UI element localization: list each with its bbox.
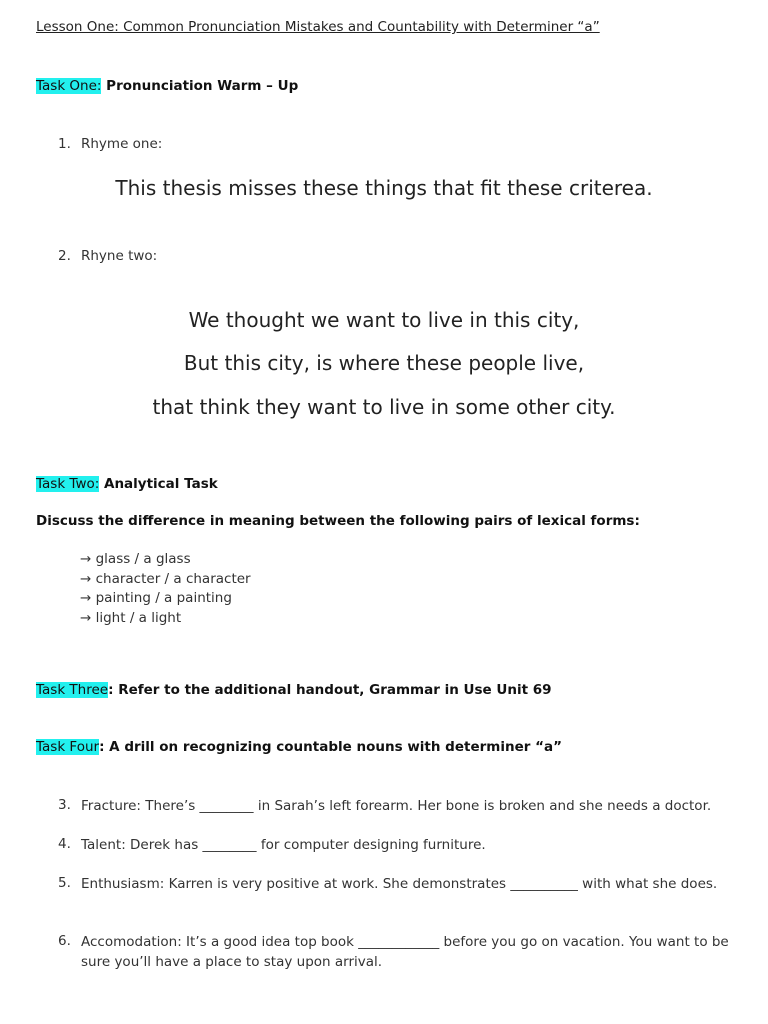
list-item: → character / a character — [80, 570, 251, 587]
exercise-number: 6. — [58, 933, 71, 949]
rhyme-two-line-1: We thought we want to live in this city, — [188, 308, 580, 332]
rhyme-two-number: 2. — [58, 248, 71, 264]
exercise-text: Fracture: There’s ________ in Sarah’s left forearm. Her bone is broken and she needs a doctor. — [81, 798, 712, 814]
task-two-heading — [36, 476, 218, 492]
exercise-text: Talent: Derek has ________ for computer designing furniture. — [81, 837, 486, 853]
rhyme-two-item — [0, 248, 768, 268]
lexical-pairs-list — [80, 550, 251, 628]
exercise-number: 5. — [58, 875, 71, 891]
exercise-text: Accomodation: It’s a good idea top book ____________ before you go on vacation. You want to be sure you’ll have a place to stay upon arrival. — [81, 934, 729, 970]
rhyme-one-label: Rhyme one: — [81, 136, 163, 152]
exercise-number: 3. — [58, 797, 71, 813]
rhyme-one-item — [0, 136, 768, 156]
lesson-title: Lesson One: Common Pronunciation Mistakes and Countability with Determiner “a” — [36, 19, 600, 35]
task-one-title: Pronunciation Warm – Up — [101, 78, 299, 94]
task-three-title: : Refer to the additional handout, Grammar in Use Unit 69 — [108, 682, 552, 698]
list-item: → light / a light — [80, 609, 182, 626]
list-item: → painting / a painting — [80, 590, 232, 607]
task-three-label: Task Three — [36, 682, 109, 698]
rhyme-one-number: 1. — [58, 136, 71, 152]
task-four-heading — [36, 739, 562, 755]
task-three-heading — [36, 682, 552, 698]
task-four-label: Task Four — [36, 739, 100, 755]
task-two-label: Task Two: — [36, 476, 100, 492]
rhyme-one-text: This thesis misses these things that fit these criterea. — [115, 176, 653, 200]
list-item: → glass / a glass — [80, 551, 191, 567]
task-one-heading — [36, 78, 298, 94]
rhyme-two-line-3: that think they want to live in some other city. — [152, 395, 616, 419]
task-two-title: Analytical Task — [99, 476, 218, 492]
rhyme-two-line-2: But this city, is where these people live, — [183, 351, 585, 375]
exercise-number: 4. — [58, 836, 71, 852]
rhyme-two-label: Rhyne two: — [81, 248, 158, 264]
task-one-label: Task One: — [36, 78, 102, 94]
exercise-text: Enthusiasm: Karren is very positive at work. She demonstrates __________ with what she does. — [81, 876, 718, 892]
task-two-instruction: Discuss the difference in meaning between the following pairs of lexical forms: — [36, 513, 640, 529]
task-four-title: : A drill on recognizing countable nouns with determiner “a” — [99, 739, 562, 755]
